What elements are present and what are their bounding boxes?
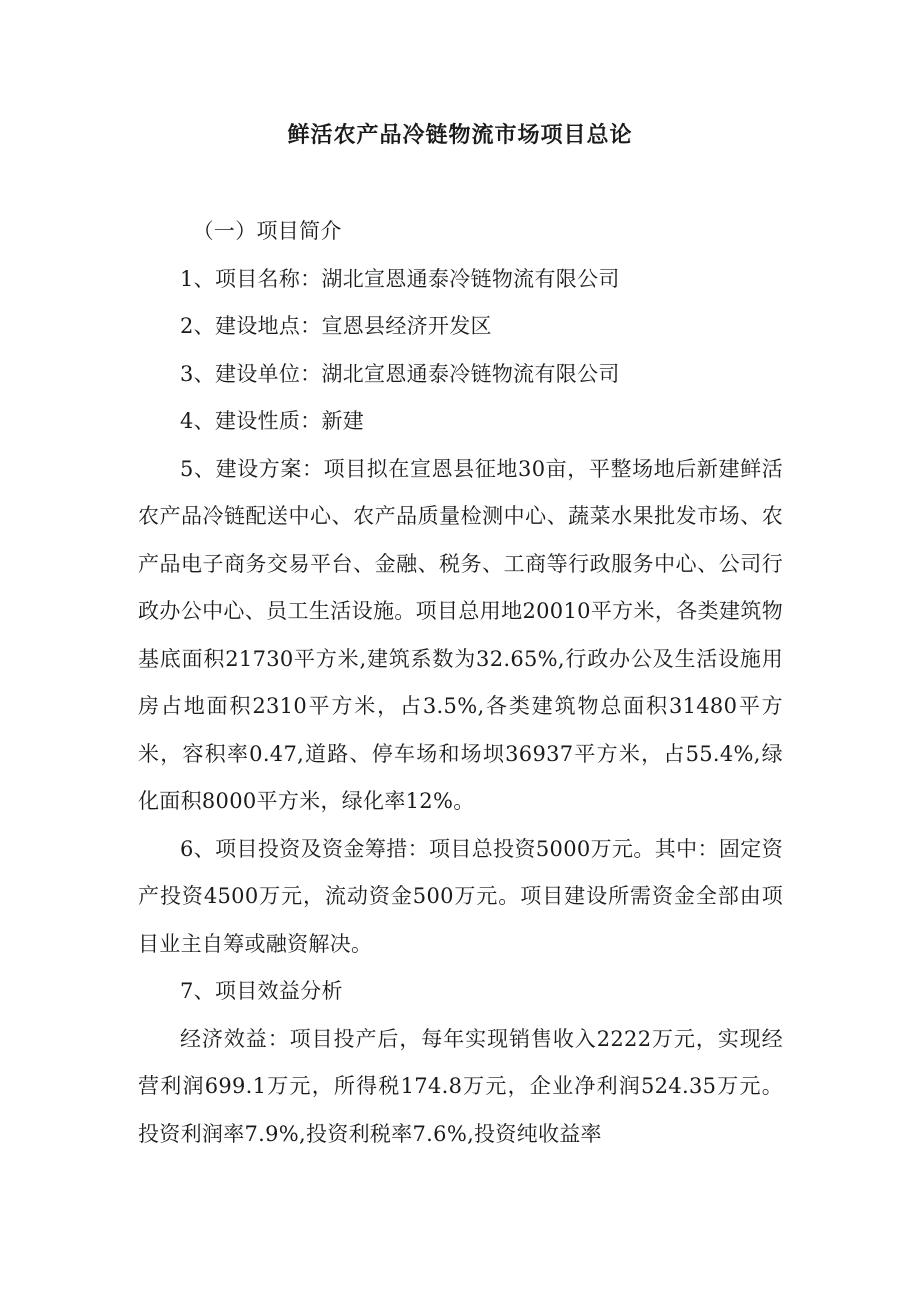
document-title: 鲜活农产品冷链物流市场项目总论	[287, 123, 633, 148]
section-heading: （一）项目简介	[192, 219, 342, 243]
paragraph-construction-nature: 4、建设性质：新建	[180, 409, 365, 433]
paragraph-benefit-analysis-heading: 7、项目效益分析	[180, 979, 343, 1003]
paragraph-construction-site: 2、建设地点：宣恩县经济开发区	[180, 314, 492, 338]
paragraph-construction-plan: 5、建设方案：项目拟在宣恩县征地30亩，平整场地后新建鲜活农产品冷链配送中心、农产品质量检测中心、蔬菜水果批发市场、农产品电子商务交易平台、金融、税务、工商等行政服务中心、公司行政办公中心、员工生活设施。项目总用地20010平方米，各类建筑物基底面积21730平方米,建筑系数为32.65%,行政办公及生活设施用房占地面积2310平方米，占3.5%,各类建筑物总面积31480平方米，容积率0.47,道路、停车场和场坝36937平方米，占55.4%,绿化面积8000平方米，绿化率12%。	[138, 456, 783, 813]
paragraph-economic-benefit: 经济效益：项目投产后，每年实现销售收入2222万元，实现经营利润699.1万元，所得税174.8万元，企业净利润524.35万元。投资利润率7.9%,投资利税率7.6%,投资纯收益率	[138, 1026, 783, 1146]
paragraph-construction-unit: 3、建设单位：湖北宣恩通泰冷链物流有限公司	[180, 361, 620, 386]
paragraph-investment-financing: 6、项目投资及资金筹措：项目总投资5000万元。其中：固定资产投资4500万元，流动资金500万元。项目建设所需资金全部由项目业主自筹或融资解决。	[138, 836, 783, 956]
document-body	[138, 208, 783, 1158]
paragraph-project-name: 1、项目名称：湖北宣恩通泰冷链物流有限公司	[180, 266, 620, 291]
